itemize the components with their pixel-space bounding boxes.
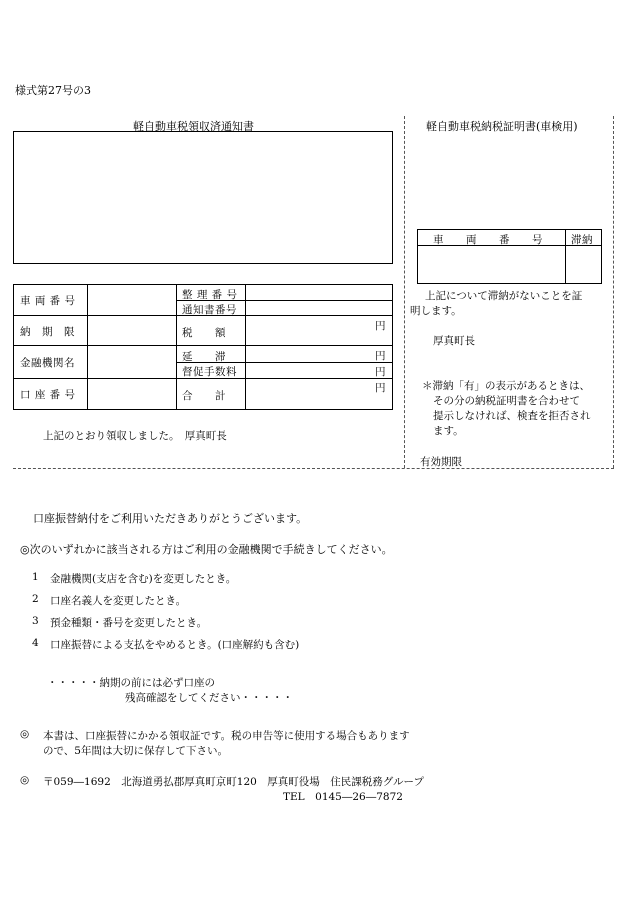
note-line-4: ます。 bbox=[433, 425, 464, 437]
note-line-2: その分の納税証明書を合わせて bbox=[433, 395, 580, 407]
label-vehicle-number: 車 両 番 号 bbox=[20, 295, 76, 307]
receipt-note-mark: ◎ bbox=[20, 728, 30, 740]
list-item-number: 1 bbox=[32, 571, 39, 583]
header-vehicle-number: 車 両 番 号 bbox=[433, 234, 543, 246]
list-item: 口座名義人を変更したとき。 bbox=[50, 595, 187, 607]
address-mark: ◎ bbox=[20, 774, 30, 786]
yen-delinquency: 円 bbox=[375, 350, 386, 362]
perforation-right-edge bbox=[613, 116, 614, 468]
form-number: 様式第27号の3 bbox=[15, 84, 91, 97]
address-window-box bbox=[13, 131, 393, 264]
reminder-line-2: 残高確認をしてください・・・・・ bbox=[125, 692, 293, 704]
office-telephone: TEL 0145―26―7872 bbox=[283, 791, 403, 803]
label-bank-name: 金融機関名 bbox=[20, 357, 75, 369]
list-item: 金融機関(支店を含む)を変更したとき。 bbox=[50, 573, 237, 585]
label-delinquency: 延 滞 bbox=[182, 351, 226, 363]
certification-line-2: 明します。 bbox=[410, 305, 462, 317]
label-due-date: 納 期 限 bbox=[20, 326, 75, 338]
thanks-message: 口座振替納付をご利用いただきありがとうございます。 bbox=[33, 512, 308, 525]
label-account-number: 口 座 番 号 bbox=[20, 389, 76, 401]
list-item: 預金種類・番号を変更したとき。 bbox=[50, 617, 208, 629]
receipt-note-line-1: 本書は、口座振替にかかる領収証です。税の申告等に使用する場合もあります bbox=[43, 730, 410, 742]
label-seiri-number: 整 理 番 号 bbox=[182, 289, 238, 301]
label-total: 合 計 bbox=[182, 390, 226, 402]
certifying-mayor: 厚真町長 bbox=[433, 335, 475, 347]
valid-until-label: 有効期限 bbox=[420, 456, 462, 468]
procedure-heading: ◎次のいずれかに該当される方はご利用の金融機関で手続きしてください。 bbox=[20, 543, 393, 556]
certification-line-1: 上記について滞納がないことを証 bbox=[425, 290, 583, 302]
perforation-horizontal bbox=[13, 468, 614, 469]
list-item-number: 3 bbox=[32, 615, 39, 627]
office-address: 〒059―1692 北海道勇払郡厚真町京町120 厚真町役場 住民課税務グループ bbox=[43, 776, 424, 788]
label-notice-number: 通知書番号 bbox=[182, 304, 237, 316]
label-tax-amount: 税 額 bbox=[182, 327, 226, 339]
receipt-note-line-2: ので、5年間は大切に保存して下さい。 bbox=[43, 745, 228, 757]
yen-tax: 円 bbox=[375, 320, 386, 332]
list-item-number: 4 bbox=[32, 637, 39, 649]
yen-reminder-fee: 円 bbox=[375, 366, 386, 378]
perforation-vertical bbox=[404, 116, 405, 468]
note-line-1: ＊滞納「有」の表示があるときは、 bbox=[422, 380, 590, 392]
yen-total: 円 bbox=[375, 382, 386, 394]
receipt-statement: 上記のとおり領収しました。 厚真町長 bbox=[43, 430, 227, 442]
list-item: 口座振替による支払をやめるとき。(口座解約も含む) bbox=[50, 639, 300, 651]
left-title: 軽自動車税領収済通知書 bbox=[133, 120, 254, 133]
note-line-3: 提示しなければ、検査を拒否され bbox=[433, 410, 591, 422]
right-title: 軽自動車税納税証明書(車検用) bbox=[426, 120, 578, 133]
reminder-line-1: ・・・・・納期の前には必ず口座の bbox=[47, 677, 215, 689]
list-item-number: 2 bbox=[32, 593, 39, 605]
header-delinquency: 滞納 bbox=[571, 234, 593, 246]
label-reminder-fee: 督促手数料 bbox=[182, 366, 237, 378]
